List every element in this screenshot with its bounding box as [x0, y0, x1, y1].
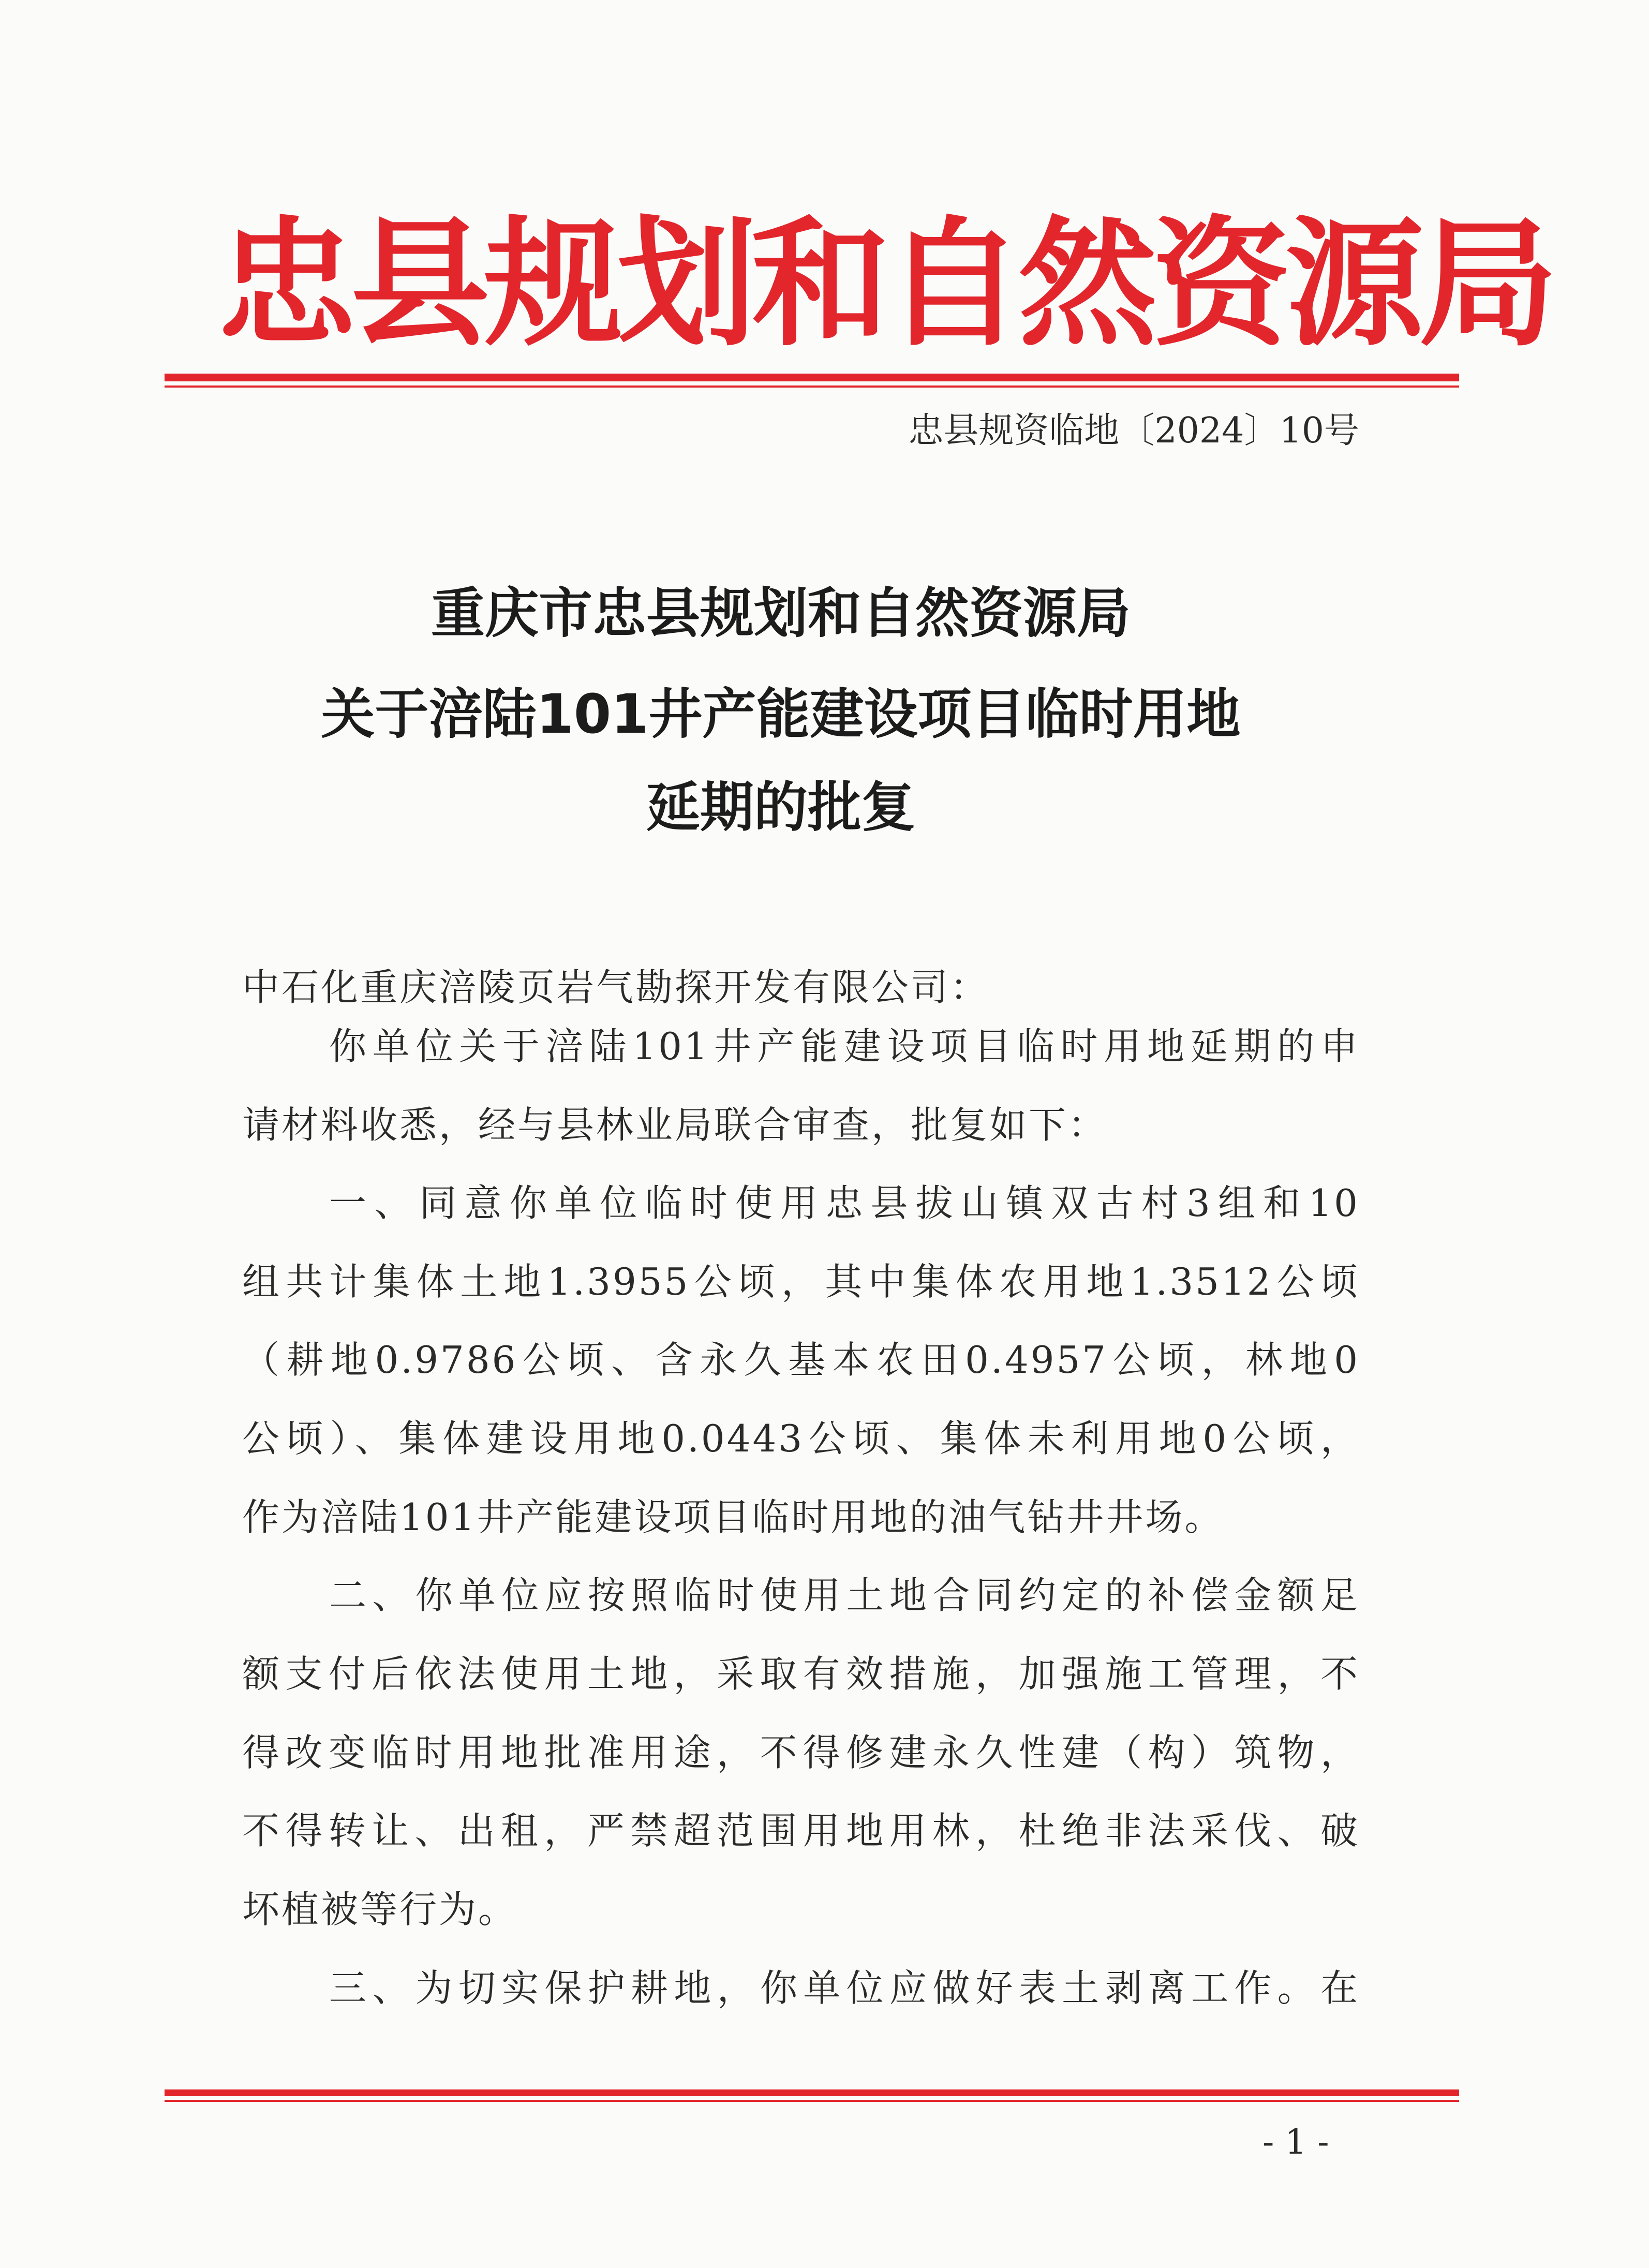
body-line: 你单位关于涪陆101井产能建设项目临时用地延期的申	[329, 1025, 1360, 1068]
red-rule-top-thin	[165, 386, 1459, 388]
body-line: 三、为切实保护耕地，你单位应做好表土剥离工作。在	[329, 1966, 1360, 2010]
body-line: 二、你单位应按照临时使用土地合同约定的补偿金额足	[329, 1574, 1360, 1617]
body-line: 额支付后依法使用土地，采取有效措施，加强施工管理，不	[242, 1652, 1360, 1696]
title-line-1: 重庆市忠县规划和自然资源局	[430, 582, 1131, 645]
document-number: 忠县规资临地〔2024〕10号	[908, 410, 1359, 451]
body-line: 得改变临时用地批准用途，不得修建永久性建（构）筑物，	[242, 1731, 1360, 1774]
body-line: （耕地0.9786公顷、含永久基本农田0.4957公顷，林地0	[242, 1338, 1360, 1382]
body-line: 不得转让、出租，严禁超范围用地用林，杜绝非法采伐、破	[242, 1809, 1360, 1852]
body-line: 一、同意你单位临时使用忠县拔山镇双古村3组和10	[329, 1181, 1360, 1225]
red-rule-bottom	[165, 2089, 1459, 2096]
page-number: - 1 -	[1262, 2122, 1329, 2162]
red-rule-top	[165, 374, 1459, 381]
masthead-title: 忠县规划和自然资源局	[217, 204, 1552, 365]
body-line: 坏植被等行为。	[242, 1888, 518, 1931]
title-line-3: 延期的批复	[646, 776, 915, 839]
body-line: 请材料收悉，经与县林业局联合审查，批复如下：	[242, 1103, 1108, 1147]
body-line: 组共计集体土地1.3955公顷，其中集体农用地1.3512公顷	[242, 1260, 1360, 1303]
addressee: 中石化重庆涪陵页岩气勘探开发有限公司：	[242, 966, 990, 1009]
body-line: 作为涪陆101井产能建设项目临时用地的油气钻井井场。	[242, 1495, 1224, 1539]
body-line: 公顷）、集体建设用地0.0443公顷、集体未利用地0公顷，	[242, 1417, 1360, 1460]
red-rule-bottom-thin	[165, 2100, 1459, 2102]
title-line-2: 关于涪陆101井产能建设项目临时用地	[321, 683, 1241, 746]
